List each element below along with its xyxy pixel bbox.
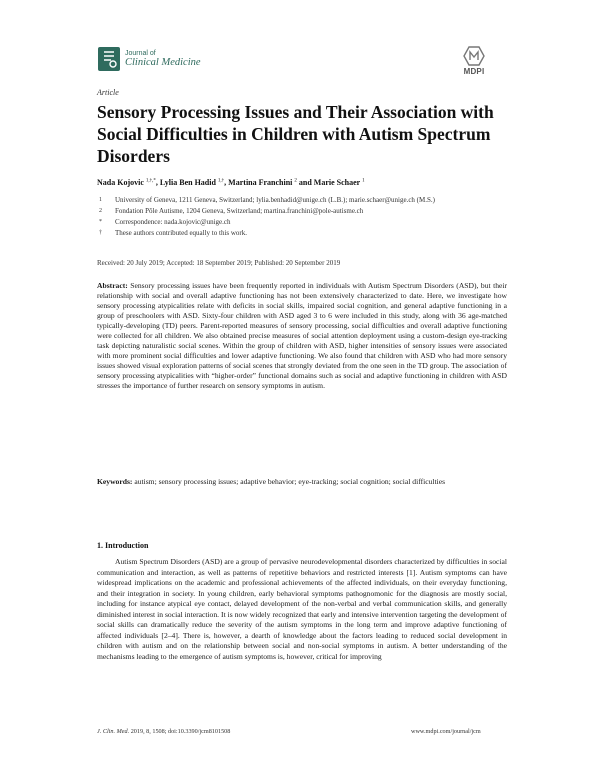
affiliation-item bbox=[97, 217, 517, 227]
equal-contribution-note: These authors contributed equally to this work. bbox=[115, 229, 247, 237]
author-name: Lylia Ben Hadid bbox=[159, 178, 218, 187]
author-affiliation-sup: 1,†,* bbox=[145, 178, 156, 184]
section-heading-introduction: 1. Introduction bbox=[97, 541, 149, 550]
affiliation-text: University of Geneva, 1211 Geneva, Switzerland; lylia.benhadid@unige.ch (L.B.); marie.schaer@unige.ch (M.S.) bbox=[115, 196, 435, 204]
journal-name-small: Journal of bbox=[125, 49, 156, 57]
author-affiliation-sup: 1 bbox=[362, 178, 365, 184]
abstract-text: Sensory processing issues have been frequently reported in individuals with Autism Spectrum Disorders (ASD), but their relationship with social and overall adaptive functioning has not been extensively characterized to date. Here, we investigate how sensory processing atypicalities relate with deficits in social skills, impaired social cognition, and general adaptive functioning in a group of preschoolers with ASD. Sixty-four children with ASD aged 3 to 6 were included in this study, along with 36 age-matched typically-developing (TD) peers. Parent-reported measures of sensory processing, social difficulties and overall adaptive functioning were collected for all children. We also obtained precise measures of social attention deployment using a custom-design eye-tracking task depicting naturalistic social scenes. Within the group of children with ASD, higher intensities of sensory issues were associated with more prominent social difficulties and lower adaptive functioning. We also found that children with ASD who had more sensory issues showed visual exploration patterns of social scenes that strongly deviated from the one seen in the TD group. The association of sensory processing atypicalities with “higher-order” functional domains such as social and adaptive functioning in children with ASD stresses the importance of further research on sensory symptoms in autism. bbox=[97, 281, 507, 390]
publisher-name: MDPI bbox=[463, 67, 485, 76]
affiliation-mark: * bbox=[99, 219, 102, 225]
introduction-paragraph: Autism Spectrum Disorders (ASD) are a group of pervasive neurodevelopmental disorders characterized by difficulties in social communication and interaction, as well as patterns of repetitive behaviors and restricted interests [1]. Autism symptoms can have widespread implications on the academic and professional achievements of the affected individuals, on their everyday functioning, and their integration in society. In young children, early behavioral symptoms pathognomonic for the diagnosis are mostly social, including for instance atypical eye contact, delayed development of the non-verbal and verbal communication skills, and generally diminished interest in social interaction. It is now widely recognized that early and intensive intervention targeting the development of social skills can dramatically reduce the severity of the autism symptoms in the long term and improve adaptive functioning of affected individuals [2–4]. There is, however, a dearth of knowledge about the factors leading to reduced social development in children with autism and on the relationship between social and non-social symptoms in autism. A better understanding of the mechanisms leading to the emergence of autism symptoms is, however, critical for improving bbox=[97, 557, 507, 661]
correspondence-text: Correspondence: nada.kojovic@unige.ch bbox=[115, 218, 231, 226]
footer-citation bbox=[97, 728, 230, 735]
author-separator: and bbox=[296, 178, 314, 187]
journal-logo[interactable] bbox=[97, 46, 201, 72]
author-name: Martina Franchini bbox=[228, 178, 295, 187]
mdpi-hex-icon bbox=[463, 46, 485, 66]
author-separator: , bbox=[224, 178, 229, 187]
affiliation-mark: 1 bbox=[99, 197, 102, 203]
keywords bbox=[97, 477, 507, 487]
footer-citation-details: 2019, 8, 1508; doi:10.3390/jcm8101508 bbox=[129, 728, 231, 735]
journal-name-big: Clinical Medicine bbox=[125, 56, 201, 68]
publisher-logo[interactable] bbox=[463, 46, 485, 76]
footer-journal-url[interactable]: www.mdpi.com/journal/jcm bbox=[411, 728, 481, 735]
affiliation-mark: † bbox=[99, 230, 102, 236]
affiliation-item bbox=[97, 228, 517, 238]
publication-dates: Received: 20 July 2019; Accepted: 18 September 2019; Published: 20 September 2019 bbox=[97, 259, 341, 267]
author-affiliation-sup: 2 bbox=[294, 178, 297, 184]
author-name: Nada Kojovic bbox=[97, 178, 146, 187]
footer-journal-abbrev: J. Clin. Med. bbox=[97, 728, 130, 735]
affiliation-item bbox=[97, 206, 517, 216]
affiliation-text: Fondation Pôle Autisme, 1204 Geneva, Switzerland; martina.franchini@pole-autisme.ch bbox=[115, 207, 364, 215]
affiliation-item bbox=[97, 195, 517, 205]
journal-name bbox=[125, 50, 201, 69]
author-name: Marie Schaer bbox=[313, 178, 363, 187]
author-separator: , bbox=[155, 178, 160, 187]
affiliations bbox=[97, 195, 517, 239]
journal-book-icon bbox=[97, 46, 121, 72]
author-list bbox=[97, 178, 365, 187]
affiliation-mark: 2 bbox=[99, 208, 102, 214]
author-affiliation-sup: 1,† bbox=[217, 178, 225, 184]
abstract bbox=[97, 281, 507, 391]
article-type: Article bbox=[97, 88, 119, 97]
keywords-text: autism; sensory processing issues; adaptive behavior; eye-tracking; social cognition; social difficulties bbox=[134, 477, 446, 486]
keywords-label: Keywords: bbox=[97, 477, 133, 486]
abstract-label: Abstract: bbox=[97, 281, 128, 290]
article-title: Sensory Processing Issues and Their Association with Social Difficulties in Children with Autism Spectrum Disorders bbox=[97, 102, 494, 166]
